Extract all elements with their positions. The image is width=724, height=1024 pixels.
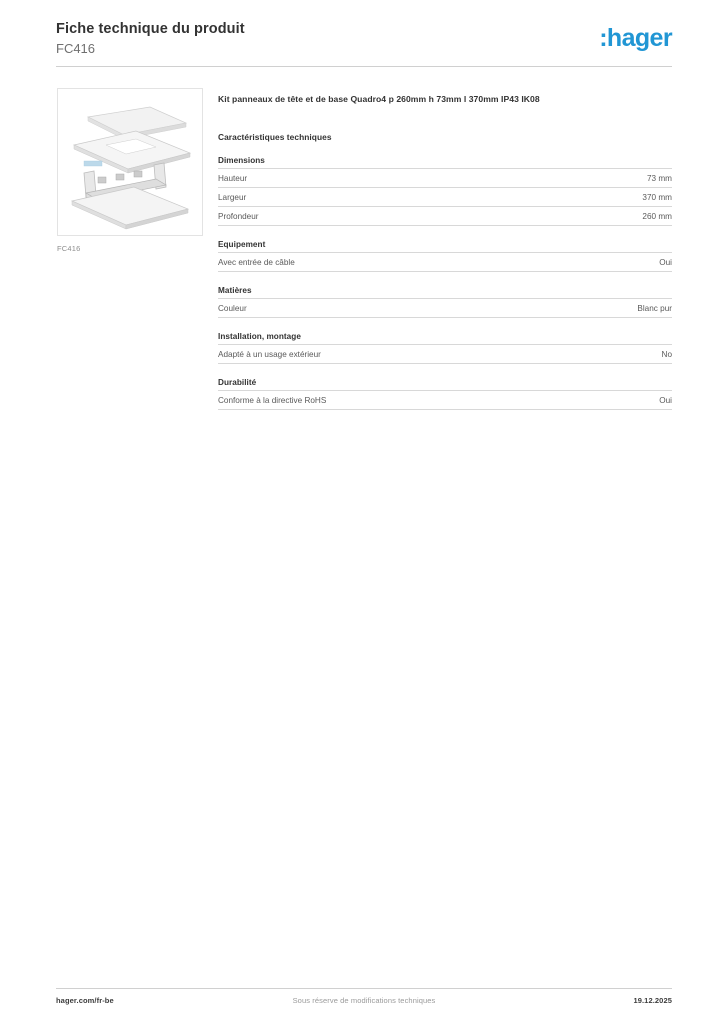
- footer-disclaimer: Sous réserve de modifications techniques: [292, 996, 436, 1005]
- spec-value: Blanc pur: [637, 303, 672, 313]
- spec-label: Adapté à un usage extérieur: [218, 349, 321, 359]
- product-image: [57, 88, 203, 236]
- spec-row: [218, 390, 672, 410]
- spec-label: Couleur: [218, 303, 247, 313]
- footer-website-link[interactable]: hager.com/fr-be: [56, 996, 114, 1005]
- spec-group-title: Installation, montage: [218, 332, 301, 341]
- spec-value: Oui: [659, 257, 672, 267]
- spec-group-dimensions: [218, 156, 672, 226]
- spec-label: Avec entrée de câble: [218, 257, 295, 267]
- spec-group-title: Matières: [218, 286, 252, 295]
- spec-group-title: Equipement: [218, 240, 266, 249]
- spec-value: 260 mm: [642, 211, 672, 221]
- spec-value: 73 mm: [646, 173, 672, 183]
- footer-date: 19.12.2025: [633, 996, 672, 1005]
- product-details: [218, 93, 672, 410]
- page-title: Fiche technique du produit: [56, 21, 245, 37]
- spec-value: No: [661, 349, 672, 359]
- product-illustration-svg: [58, 89, 202, 235]
- spec-label: Conforme à la directive RoHS: [218, 395, 327, 405]
- spec-group-title: Dimensions: [218, 156, 265, 165]
- spec-label: Profondeur: [218, 211, 259, 221]
- spec-group-title: Durabilité: [218, 378, 257, 387]
- spec-group-matieres: [218, 286, 672, 318]
- spec-value: Oui: [659, 395, 672, 405]
- spec-label: Hauteur: [218, 173, 248, 183]
- spec-row: [218, 252, 672, 272]
- spec-group-equipement: [218, 240, 672, 272]
- spec-value: 370 mm: [642, 192, 672, 202]
- page-subtitle: FC416: [56, 41, 96, 56]
- spec-row: [218, 187, 672, 206]
- page-header: [56, 20, 672, 66]
- spec-group-installation: [218, 332, 672, 364]
- spec-row: [218, 168, 672, 187]
- spec-row: [218, 206, 672, 226]
- spec-row: [218, 298, 672, 318]
- spec-label: Largeur: [218, 192, 247, 202]
- header-divider: [56, 66, 672, 67]
- product-image-caption: FC416: [57, 244, 81, 253]
- spec-row: [218, 344, 672, 364]
- spec-group-durabilite: [218, 378, 672, 410]
- product-name: Kit panneaux de tête et de base Quadro4 p 260mm h 73mm l 370mm IP43 IK08: [218, 94, 540, 104]
- page-footer: [56, 996, 672, 1010]
- hager-logo: :hager: [599, 24, 672, 52]
- footer-divider: [56, 988, 672, 989]
- technical-characteristics-heading: Caractéristiques techniques: [218, 132, 332, 142]
